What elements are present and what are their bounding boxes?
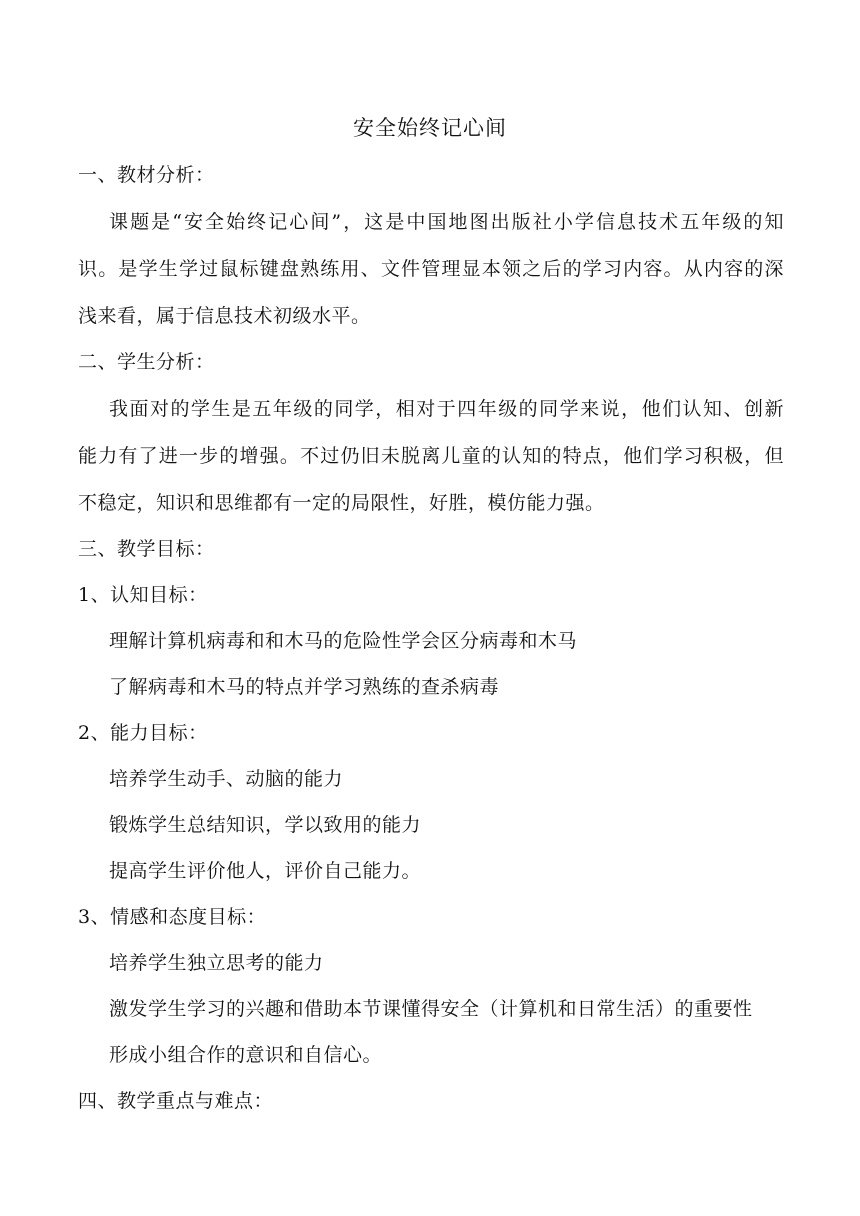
list-item: 激发学生学习的兴趣和借助本节课懂得安全（计算机和日常生活）的重要性 xyxy=(109,998,753,1020)
paragraph-line: 识。是学生学过鼠标键盘熟练用、文件管理显本领之后的学习内容。从内容的深 xyxy=(78,258,784,280)
document-body xyxy=(78,157,784,1129)
list-item: 培养学生动手、动脑的能力 xyxy=(109,768,344,790)
list-item: 提高学生评价他人，评价自己能力。 xyxy=(109,860,422,882)
list-item: 形成小组合作的意识和自信心。 xyxy=(109,1044,383,1066)
document-title: 安全始终记心间 xyxy=(353,116,507,140)
list-item: 锻炼学生总结知识，学以致用的能力 xyxy=(109,814,422,836)
section-heading-key-points: 四、教学重点与难点： xyxy=(78,1090,274,1112)
section-heading-students: 二、学生分析： xyxy=(78,351,215,373)
objective-group-emotion: 3、情感和态度目标： xyxy=(78,906,267,928)
paragraph-line: 浅来看，属于信息技术初级水平。 xyxy=(78,305,371,327)
list-item: 理解计算机病毒和和木马的危险性学会区分病毒和木马 xyxy=(109,630,578,652)
section-heading-objectives: 三、教学目标： xyxy=(78,538,215,560)
paragraph-materials xyxy=(78,203,784,335)
objective-group-cognitive: 1、认知目标： xyxy=(78,584,208,606)
paragraph-line: 不稳定，知识和思维都有一定的局限性，好胜，模仿能力强。 xyxy=(78,492,605,514)
paragraph-line: 能力有了进一步的增强。不过仍旧未脱离儿童的认知的特点，他们学习积极，但 xyxy=(78,445,784,467)
paragraph-students xyxy=(78,390,784,522)
paragraph-line: 课题是“安全始终记心间”，这是中国地图出版社小学信息技术五年级的知 xyxy=(109,211,784,233)
paragraph-line: 我面对的学生是五年级的同学，相对于四年级的同学来说，他们认知、创新 xyxy=(109,398,784,420)
list-item: 了解病毒和木马的特点并学习熟练的查杀病毒 xyxy=(109,676,500,698)
section-heading-materials: 一、教材分析： xyxy=(78,164,215,186)
objective-group-ability: 2、能力目标： xyxy=(78,722,208,744)
list-item: 培养学生独立思考的能力 xyxy=(109,952,324,974)
